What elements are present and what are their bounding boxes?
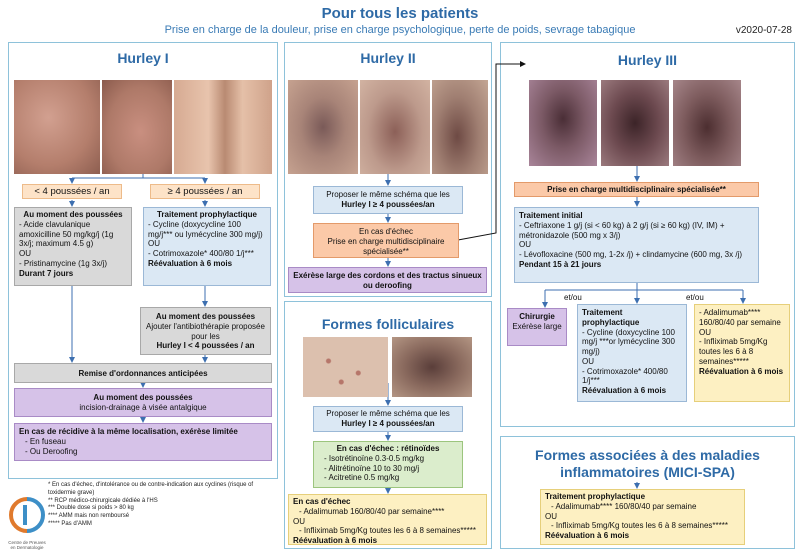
h3-biologics-reeval: Réévaluation à 6 mois bbox=[699, 366, 784, 376]
page-subtitle: Prise en charge de la douleur, prise en charge psychologique, perte de poids, sevrage tabagique bbox=[164, 24, 636, 36]
biologics-or: OU bbox=[293, 516, 305, 526]
hurley-1-incision bbox=[14, 388, 272, 417]
hurley-1-flare-treatment bbox=[14, 207, 132, 286]
hurley-2-same-scheme bbox=[313, 186, 463, 214]
and-or-label-2: et/ou bbox=[686, 293, 704, 302]
hurley-1-title: Hurley I bbox=[117, 50, 169, 66]
hurley-3-prophylaxis bbox=[577, 304, 687, 402]
h3-prophylaxis-or: OU bbox=[582, 356, 594, 366]
initial-line-2: - Lévofloxacine (500 mg, 1-2x /j) + clindamycine (600 mg, 3x /j) bbox=[519, 250, 742, 259]
prophylaxis-title: Traitement prophylactique bbox=[156, 210, 258, 219]
folliculaires-same-scheme bbox=[313, 406, 463, 432]
flare-line-2: - Pristinamycine (1g 3x/j) bbox=[19, 258, 108, 268]
footnotes bbox=[48, 482, 280, 529]
hurley-3-multidisciplinary: Prise en charge multidisciplinaire spécialisée** bbox=[514, 182, 759, 197]
biologics-title: En cas d'échec bbox=[293, 497, 351, 506]
flare-title: Au moment des poussées bbox=[23, 210, 123, 219]
retinoids-line-1: - Isotrétinoïne 0.3-0.5 mg/kg bbox=[324, 453, 425, 463]
hurley-3-title: Hurley III bbox=[617, 52, 678, 68]
recurrence-line-1: - En fuseau bbox=[25, 436, 66, 446]
add-line-2: Hurley I < 4 poussées / an bbox=[156, 341, 255, 351]
biologics-line-2: - Infliximab 5mg/Kg toutes les 6 à 8 semaines***** bbox=[299, 526, 476, 536]
h3-prophylaxis-line-2: - Cotrimoxazole* 400/80 1/j*** bbox=[582, 366, 668, 386]
mici-line-2: - Infliximab 5mg/Kg toutes les 6 à 8 semaines***** bbox=[551, 521, 728, 531]
hurley-1-add-antibiotic bbox=[140, 307, 271, 355]
h3-prophylaxis-title: Traitement prophylactique bbox=[582, 308, 640, 327]
prophylaxis-reeval: Réévaluation à 6 mois bbox=[148, 258, 233, 268]
footnote-4: **** AMM mais non remboursé bbox=[48, 513, 130, 520]
folliculaires-same-line-2: Hurley I ≥ 4 poussées/an bbox=[341, 418, 435, 428]
initial-or: OU bbox=[519, 240, 531, 250]
add-title: Au moment des poussées bbox=[155, 312, 256, 321]
h3-biologics-line-2: - Infliximab 5mg/Kg toutes les 6 à 8 semaines***** bbox=[699, 337, 768, 366]
flare-duration: Durant 7 jours bbox=[19, 268, 74, 278]
folliculaires-photo-2 bbox=[392, 337, 472, 397]
footnote-5: ***** Pas d'AMM bbox=[48, 520, 92, 527]
hurley-2-excision: Exérèse large des cordons et des tractus sinueux ou deroofing bbox=[288, 267, 487, 293]
footnote-1: * En cas d'échec, d'intolérance ou de contre-indication aux cyclines (risque of toxidermie grave) bbox=[48, 482, 254, 496]
hurley-3-surgery bbox=[507, 308, 567, 346]
folliculaires-photo-1 bbox=[303, 337, 388, 397]
mici-reeval: Réévaluation à 6 mois bbox=[545, 531, 630, 540]
hurley-1-anticipated-rx: Remise d'ordonnances anticipées bbox=[14, 363, 272, 383]
initial-duration: Pendant 15 à 21 jours bbox=[519, 259, 602, 269]
biologics-reeval: Réévaluation à 6 mois bbox=[293, 536, 378, 545]
hurley-2-photo-3 bbox=[432, 80, 488, 174]
hurley-1-prophylaxis bbox=[143, 207, 271, 286]
logo bbox=[8, 495, 46, 551]
same-scheme-line-2: Hurley I ≥ 4 poussées/an bbox=[341, 199, 435, 209]
h3-prophylaxis-reeval: Réévaluation à 6 mois bbox=[582, 386, 667, 395]
prophylaxis-line-1: - Cycline (doxycycline 100 mg/j*** ou lymécycline 300 mg/j) bbox=[148, 219, 263, 239]
mici-or: OU bbox=[545, 511, 557, 521]
flare-line-1: - Acide clavulanique amoxicilline 50 mg/kg/j (1g 3x/j; maximum 4.5 g) bbox=[19, 219, 114, 249]
folliculaires-title: Formes folliculaires bbox=[321, 316, 455, 332]
add-line-1: Ajouter l'antibiothérapie proposée pour les bbox=[146, 321, 265, 341]
recurrence-line-2: - Ou Deroofing bbox=[25, 446, 78, 456]
footnote-2: ** RCP médico-chirurgicale dédiée à l'HS bbox=[48, 497, 158, 504]
hurley-1-recurrence bbox=[14, 423, 272, 461]
initial-title: Traitement initial bbox=[519, 211, 583, 220]
hurley-2-photo-1 bbox=[288, 80, 358, 174]
logo-name: Centre de Preuves en Dermatologie bbox=[8, 540, 46, 551]
hurley-1-photo-1 bbox=[14, 80, 100, 174]
prophylaxis-line-2: - Cotrimoxazole* 400/80 1/j*** bbox=[148, 249, 254, 258]
initial-line-1: - Ceftriaxone 1 g/j (si < 60 kg) à 2 g/j (si ≥ 60 kg) (IV, IM) + métronidazole (500 mg x 3/j) bbox=[519, 220, 725, 240]
surgery-line: Exérèse large bbox=[512, 321, 562, 331]
same-scheme-line-1: Proposer le même schéma que les bbox=[326, 190, 450, 199]
failure-line: Prise en charge multidisciplinaire spécialisée** bbox=[327, 236, 445, 256]
footnote-3: *** Double dose si poids > 80 kg bbox=[48, 505, 134, 512]
folliculaires-same-line-1: Proposer le même schéma que les bbox=[326, 409, 450, 418]
version-label: v2020-07-28 bbox=[735, 25, 792, 36]
hurley-1-photo-3 bbox=[174, 80, 272, 174]
hurley-2-failure bbox=[313, 223, 459, 258]
mici-line-1: - Adalimumab**** 160/80/40 par semaine bbox=[551, 501, 697, 511]
recurrence-title: En cas de récidive à la même localisation, exérèse limitée bbox=[19, 427, 238, 436]
hurley-3-initial-treatment bbox=[514, 207, 759, 283]
mici-title-box: Traitement prophylactique bbox=[545, 492, 646, 501]
retinoids-title: En cas d'échec : rétinoïdes bbox=[336, 444, 440, 453]
prophylaxis-or: OU bbox=[148, 239, 160, 249]
incision-line: incision-drainage à visée antalgique bbox=[79, 402, 207, 412]
and-or-label-1: et/ou bbox=[564, 293, 582, 302]
hurley-3-photo-3 bbox=[673, 80, 741, 166]
retinoids-line-2: - Alitrétinoïne 10 to 30 mg/j bbox=[324, 463, 420, 473]
logo-mark-icon bbox=[8, 495, 46, 535]
biologics-line-1: - Adalimumab 160/80/40 par semaine**** bbox=[299, 506, 445, 516]
hurley-3-photo-1 bbox=[529, 80, 597, 166]
hurley-1-branch-high: ≥ 4 poussées / an bbox=[150, 184, 260, 199]
hurley-1-branch-low: < 4 poussées / an bbox=[22, 184, 122, 199]
mici-prophylaxis bbox=[540, 489, 745, 545]
hurley-3-photo-2 bbox=[601, 80, 669, 166]
folliculaires-biologics bbox=[288, 494, 487, 545]
retinoids-line-3: - Acitretine 0.5 mg/kg bbox=[324, 473, 400, 483]
incision-title: Au moment des poussées bbox=[93, 393, 193, 402]
hurley-2-photo-2 bbox=[360, 80, 430, 174]
failure-title: En cas d'échec bbox=[358, 227, 413, 236]
h3-biologics-or: OU bbox=[699, 327, 711, 337]
hurley-3-biologics bbox=[694, 304, 790, 402]
mici-title: Formes associées à des maladies inflammatoires (MICI-SPA) bbox=[535, 447, 760, 480]
page-title: Pour tous les patients bbox=[321, 5, 479, 22]
h3-prophylaxis-line-1: - Cycline (doxycycline 100 mg/j ***or lymécycline 300 mg/j) bbox=[582, 327, 675, 356]
hurley-2-title: Hurley II bbox=[360, 50, 416, 66]
flare-or: OU bbox=[19, 249, 31, 258]
hurley-1-photo-2 bbox=[102, 80, 172, 174]
h3-biologics-line-1: - Adalimumab**** 160/80/40 par semaine bbox=[699, 308, 781, 327]
folliculaires-retinoids bbox=[313, 441, 463, 488]
surgery-title: Chirurgie bbox=[519, 312, 555, 321]
